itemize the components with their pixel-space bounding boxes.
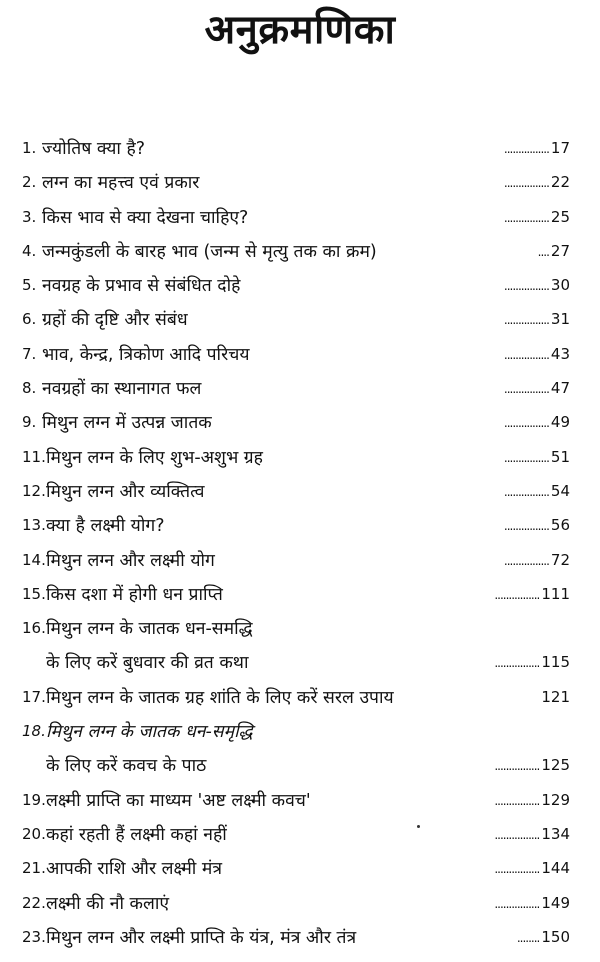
toc-entry[interactable]	[0, 545, 600, 579]
dot-leader: ....	[537, 244, 549, 259]
toc-entry[interactable]	[0, 682, 600, 716]
entry-number: 15.	[22, 584, 46, 603]
dot-leader: ................	[503, 176, 549, 191]
entry-title: लक्ष्मी प्राप्ति का माध्यम 'अष्ट लक्ष्मी कवच'	[46, 790, 311, 811]
page-number: 111	[541, 584, 570, 603]
dot-leader: ................	[503, 484, 549, 499]
page-number: 149	[541, 893, 570, 912]
toc-entry[interactable]	[0, 373, 600, 407]
entry-page	[517, 928, 570, 946]
dot-leader: ................	[503, 279, 549, 294]
entry-title: मिथुन लग्न और लक्ष्मी योग	[46, 550, 215, 571]
page-title: अनुक्रमणिका	[204, 7, 396, 53]
entry-page	[504, 516, 570, 534]
toc-entry-line2[interactable]	[0, 647, 600, 681]
entry-title: क्या है लक्ष्मी योग?	[46, 516, 165, 537]
entry-page	[504, 139, 570, 157]
entry-title: लग्न का महत्त्व एवं प्रकार	[42, 173, 200, 194]
entry-page	[504, 551, 570, 569]
dot-leader: ................	[503, 313, 549, 328]
toc-entry[interactable]	[0, 167, 600, 201]
entry-title: आपकी राशि और लक्ष्मी मंत्र	[46, 859, 223, 880]
entry-title: मिथुन लग्न के जातक धन-समद्धि	[46, 619, 253, 640]
entry-number: 4.	[22, 241, 37, 260]
entry-title: नवग्रह के प्रभाव से संबंधित दोहे	[42, 276, 241, 297]
entry-number: 23.	[22, 927, 46, 946]
page-number: 125	[541, 756, 570, 775]
entry-page	[494, 894, 570, 912]
entry-page	[494, 825, 570, 843]
entry-title: किस दशा में होगी धन प्राप्ति	[46, 584, 223, 605]
page-number: 27	[550, 241, 570, 260]
page-number: 56	[550, 516, 570, 535]
dot-leader: ................	[494, 656, 540, 671]
entry-title: मिथुन लग्न के जातक ग्रह शांति के लिए करें सरल उपाय	[46, 687, 394, 708]
entry-page	[504, 310, 570, 328]
dot-leader: ................	[503, 210, 549, 225]
page-number: 31	[550, 310, 570, 329]
entry-title: कहां रहती हैं लक्ष्मी कहां नहीं	[46, 824, 227, 845]
entry-title-continued: के लिए करें बुधवार की व्रत कथा	[46, 653, 249, 674]
toc-entry[interactable]	[0, 202, 600, 236]
toc-entry[interactable]	[0, 579, 600, 613]
entry-page	[504, 276, 570, 294]
toc-entry[interactable]	[0, 922, 600, 956]
entry-number: 7.	[22, 344, 37, 363]
dot-leader: ................	[494, 759, 540, 774]
entry-title: मिथुन लग्न और लक्ष्मी प्राप्ति के यंत्र, मंत्र और तंत्र	[46, 927, 357, 948]
entry-number: 18.	[22, 722, 46, 741]
dot-leader: ................	[503, 519, 549, 534]
entry-title: जन्मकुंडली के बारह भाव (जन्म से मृत्यु तक का क्रम)	[42, 241, 377, 262]
toc-entry[interactable]	[0, 339, 600, 373]
toc-entry[interactable]	[0, 407, 600, 441]
page-number: 129	[541, 790, 570, 809]
page-number: 121	[541, 687, 570, 706]
dot-leader: ................	[494, 793, 540, 808]
entry-number: 3.	[22, 207, 37, 226]
entry-title: मिथुन लग्न के जातक धन-समृद्धि	[46, 722, 253, 743]
dot-leader: ................	[503, 347, 549, 362]
entry-number: 17.	[22, 687, 46, 706]
entry-page	[494, 791, 570, 809]
page-number: 72	[550, 550, 570, 569]
entry-number: 2.	[22, 173, 37, 192]
entry-page	[494, 585, 570, 603]
entry-page	[504, 413, 570, 431]
page-number: 144	[541, 859, 570, 878]
entry-title: किस भाव से क्या देखना चाहिए?	[42, 207, 249, 228]
entry-number: 8.	[22, 379, 37, 398]
page-number: 43	[550, 344, 570, 363]
toc-entry[interactable]	[0, 270, 600, 304]
toc-entry[interactable]	[0, 236, 600, 270]
toc-entry[interactable]	[0, 888, 600, 922]
toc-entry-line1[interactable]	[0, 716, 600, 750]
entry-page	[504, 448, 570, 466]
toc-entry[interactable]	[0, 785, 600, 819]
dot-leader: ................	[503, 416, 549, 431]
entry-page	[494, 756, 570, 774]
toc-entry-line1[interactable]	[0, 613, 600, 647]
entry-number: 13.	[22, 516, 46, 535]
page-number: 17	[550, 139, 570, 157]
dot-leader: ................	[494, 862, 540, 877]
entry-title: ज्योतिष क्या है?	[42, 139, 146, 159]
entry-number: 1.	[22, 139, 37, 157]
entry-number: 16.	[22, 619, 46, 638]
toc-entry[interactable]	[0, 819, 600, 853]
toc-entry[interactable]	[0, 853, 600, 887]
dot-leader: ................	[494, 827, 540, 842]
page-number: 51	[550, 447, 570, 466]
entry-title-continued: के लिए करें कवच के पाठ	[46, 756, 207, 777]
entry-number: 12.	[22, 481, 46, 500]
toc-entry[interactable]	[0, 476, 600, 510]
toc-entry[interactable]	[0, 510, 600, 544]
dot-leader: ................	[503, 553, 549, 568]
entry-page	[539, 688, 570, 706]
toc-entry[interactable]	[0, 442, 600, 476]
dot-leader: ................	[494, 587, 540, 602]
table-of-contents	[0, 133, 600, 956]
entry-number: 22.	[22, 893, 46, 912]
entry-title: मिथुन लग्न में उत्पन्न जातक	[42, 413, 212, 434]
entry-page	[504, 208, 570, 226]
entry-number: 21.	[22, 859, 46, 878]
dot-leader: ................	[503, 142, 549, 156]
entry-number: 5.	[22, 276, 37, 295]
entry-title: ग्रहों की दृष्टि और संबंध	[42, 310, 188, 331]
page-number: 54	[550, 481, 570, 500]
dot-leader: ................	[503, 382, 549, 397]
entry-title: भाव, केन्द्र, त्रिकोण आदि परिचय	[42, 344, 250, 365]
entry-title: मिथुन लग्न और व्यक्तित्व	[46, 481, 205, 502]
print-speck	[417, 825, 420, 828]
entry-number: 11.	[22, 447, 46, 466]
page-number: 47	[550, 379, 570, 398]
page-number: 30	[550, 276, 570, 295]
page-number: 150	[541, 927, 570, 946]
entry-title: नवग्रहों का स्थानागत फल	[42, 379, 202, 400]
entry-page	[504, 173, 570, 191]
entry-page	[538, 242, 570, 260]
entry-page	[504, 482, 570, 500]
entry-number: 14.	[22, 550, 46, 569]
entry-number: 9.	[22, 413, 37, 432]
page-number: 115	[541, 653, 570, 672]
entry-number: 20.	[22, 824, 46, 843]
entry-page	[494, 653, 570, 671]
entry-title: लक्ष्मी की नौ कलाएं	[46, 893, 170, 914]
entry-title: मिथुन लग्न के लिए शुभ-अशुभ ग्रह	[46, 447, 263, 468]
entry-number: 6.	[22, 310, 37, 329]
entry-page	[504, 379, 570, 397]
page-number: 49	[550, 413, 570, 432]
entry-page	[494, 859, 570, 877]
entry-page	[504, 345, 570, 363]
dot-leader: ........	[516, 930, 540, 945]
dot-leader: ................	[494, 896, 540, 911]
page-number: 134	[541, 824, 570, 843]
page-number: 25	[550, 207, 570, 226]
toc-entry-line2[interactable]	[0, 750, 600, 784]
entry-number: 19.	[22, 790, 46, 809]
page-number: 22	[550, 173, 570, 192]
toc-entry[interactable]	[0, 304, 600, 338]
dot-leader: ................	[503, 450, 549, 465]
toc-entry[interactable]	[0, 133, 600, 167]
